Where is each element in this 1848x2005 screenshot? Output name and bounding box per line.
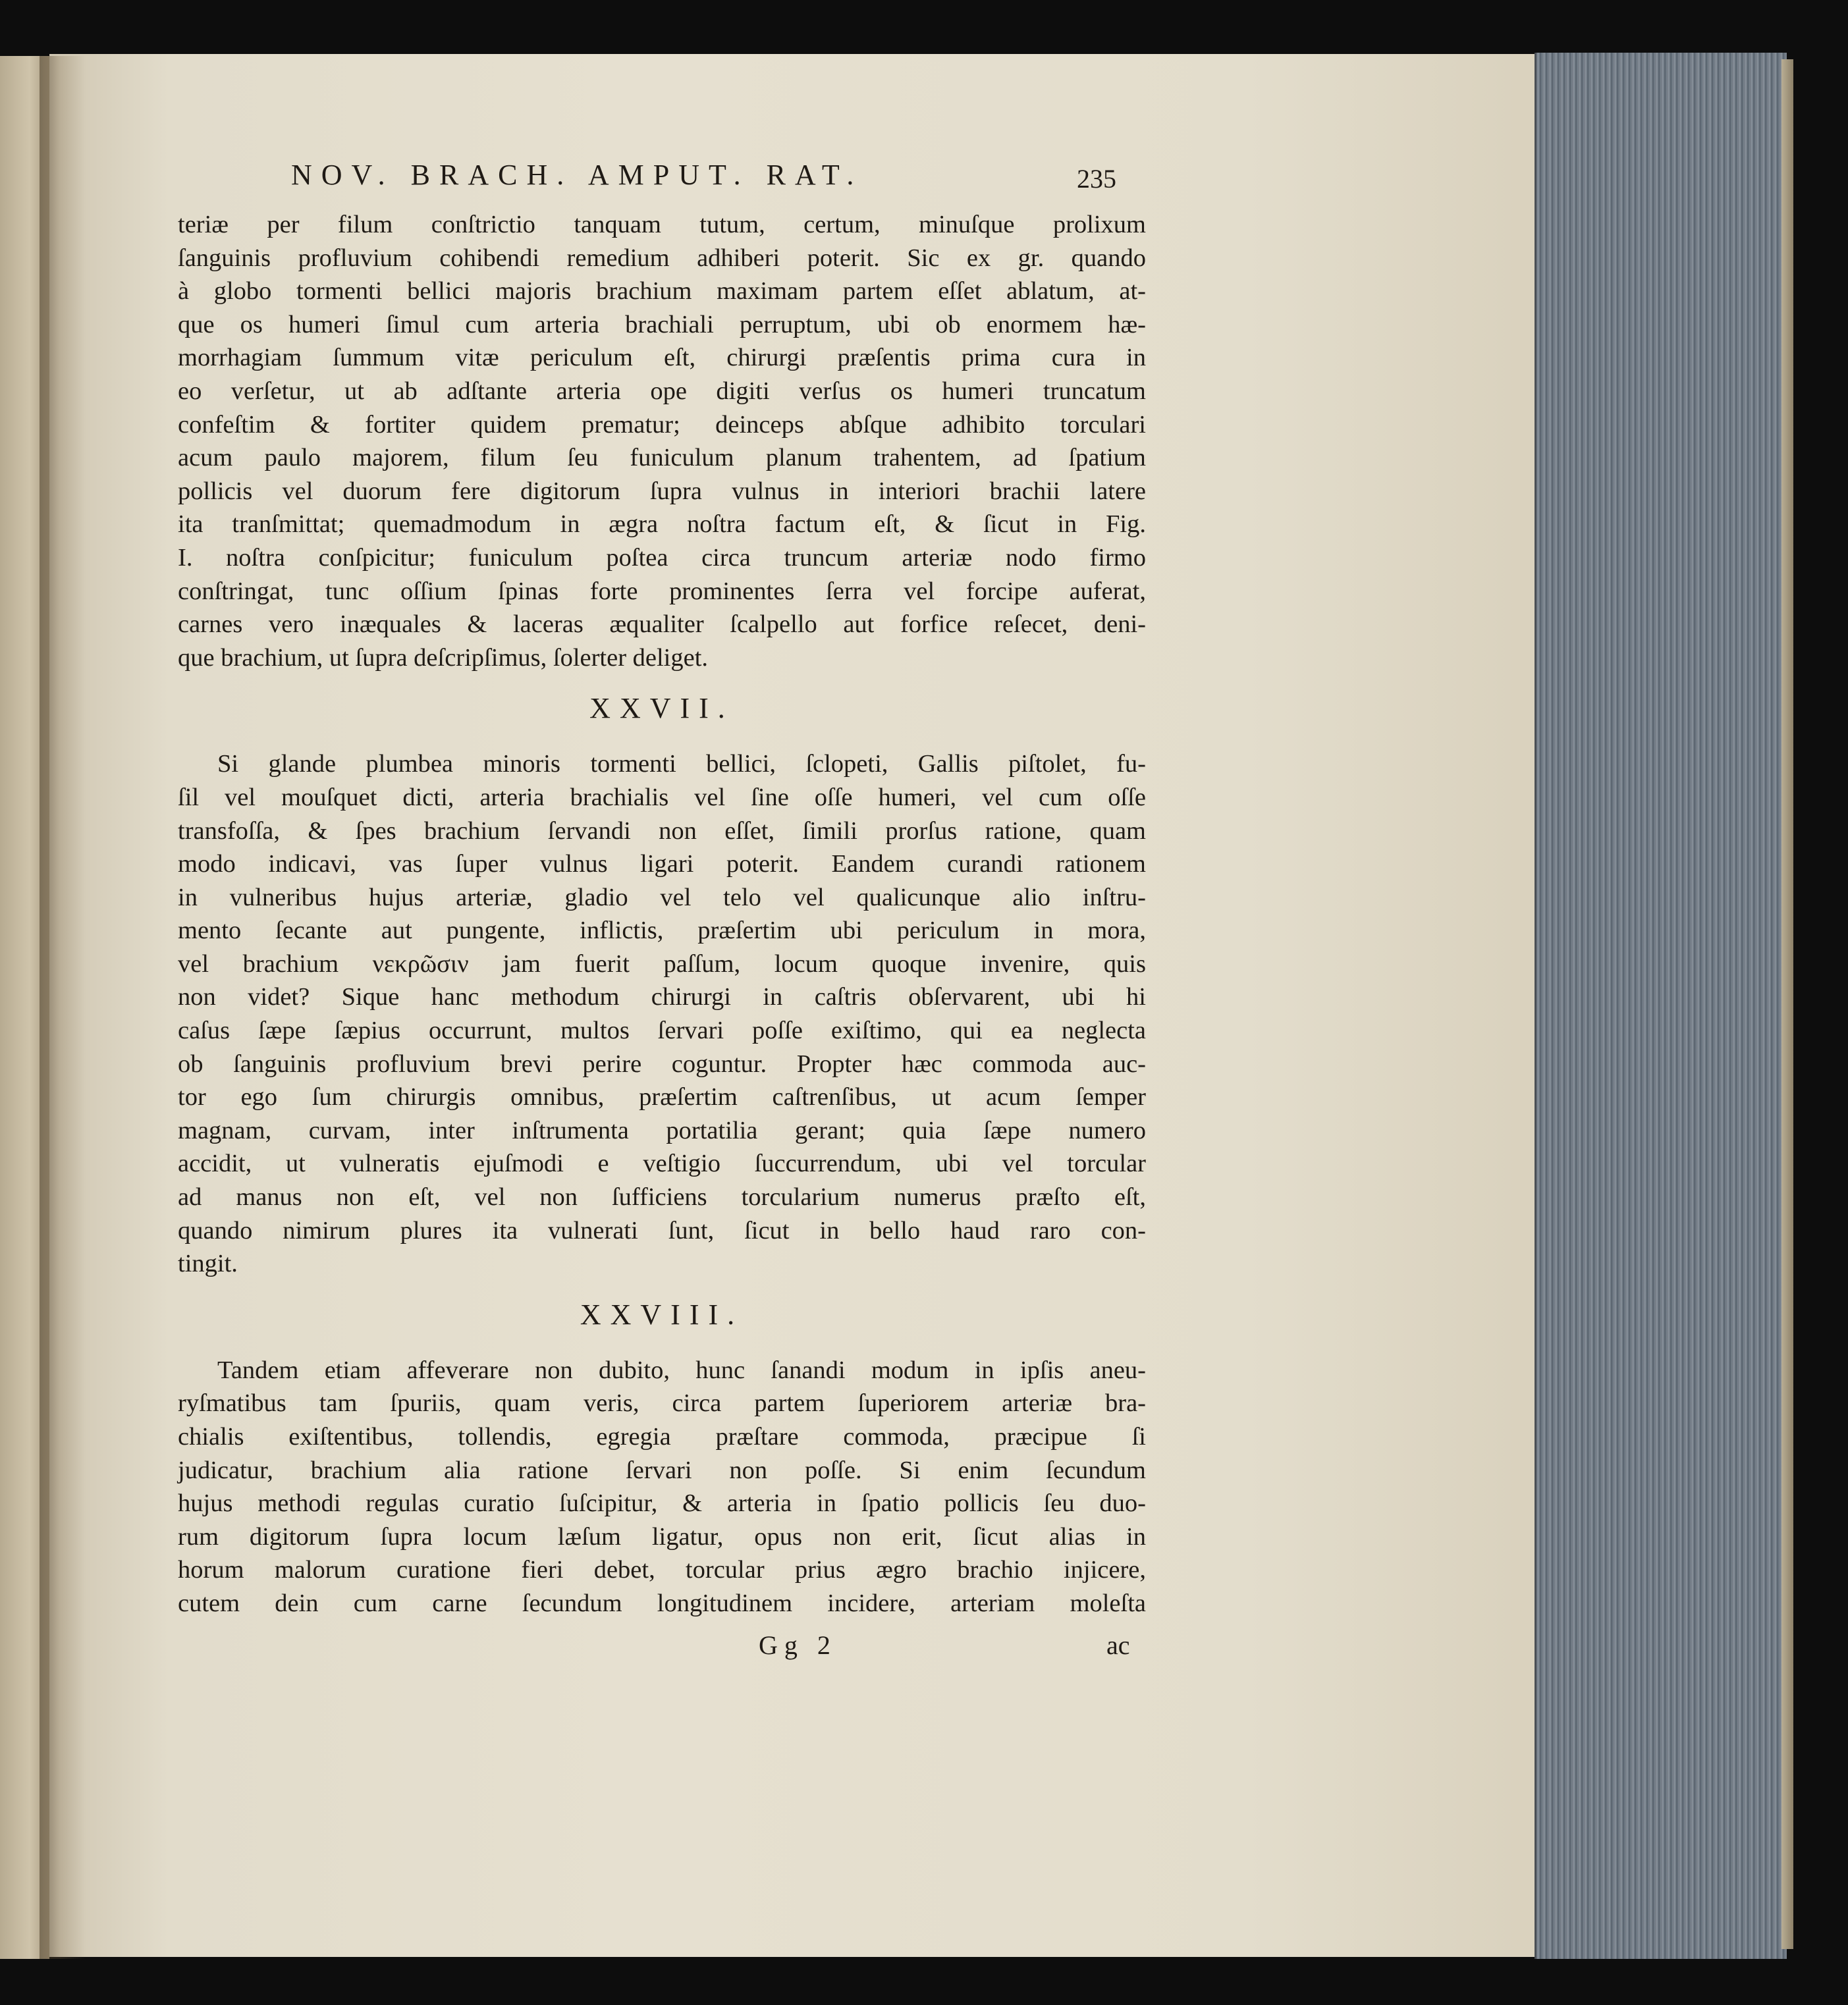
text-line: accidit, ut vulneratis ejuſmodi e veſtigio ſuccurrendum, ubi vel torcular: [178, 1150, 1146, 1178]
page-text-block: [178, 158, 1146, 1669]
catchword: ac: [1106, 1630, 1130, 1660]
page-block-edges: [1535, 53, 1787, 1959]
text-line: hujus methodi regulas curatio ſuſcipitur, & arteria in ſpatio pollicis ſeu duo-: [178, 1489, 1146, 1518]
text-line: que brachium, ut ſupra deſcripſimus, ſolerter deliget.: [178, 643, 709, 672]
text-line: horum malorum curatione fieri debet, torcular prius ægro brachio injicere,: [178, 1556, 1146, 1584]
text-line: transfoſſa, & ſpes brachium ſervandi non eſſet, ſimili prorſus ratione, quam: [178, 816, 1146, 845]
text-line: ſil vel mouſquet dicti, arteria brachialis vel ſine oſſe humeri, vel cum oſſe: [178, 783, 1146, 811]
text-line: ob ſanguinis profluvium brevi perire coguntur. Propter hæc commoda auc-: [178, 1050, 1146, 1078]
text-line: non videt? Sique hanc methodum chirurgi in caſtris obſervarent, ubi hi: [178, 983, 1146, 1011]
running-title: NOV. BRACH. AMPUT. RAT.: [291, 159, 863, 191]
text-line: I. noſtra conſpicitur; funiculum poſtea circa truncum arteriæ nodo firmo: [178, 543, 1146, 572]
text-line: modo indicavi, vas ſuper vulnus ligari poterit. Eandem curandi rationem: [178, 850, 1146, 878]
text-line: magnam, curvam, inter inſtrumenta portatilia gerant; quia ſæpe numero: [178, 1116, 1146, 1144]
section-heading-xxvii: XXVII.: [589, 692, 734, 725]
text-line: eo verſetur, ut ab adſtante arteria ope digiti verſus os humeri truncatum: [178, 377, 1146, 405]
text-line: mento ſecante aut pungente, inflictis, præſertim ubi periculum in mora,: [178, 917, 1146, 945]
text-line: teriæ per filum conſtrictio tanquam tutum, certum, minuſque prolixum: [178, 211, 1146, 238]
text-line: rum digitorum ſupra locum læſum ligatur, opus non erit, ſicut alias in: [178, 1522, 1146, 1551]
signature-mark: Gg 2: [759, 1630, 837, 1660]
paragraph-continuation: [178, 208, 1146, 674]
text-line: judicatur, brachium alia ratione ſervari non poſſe. Si enim ſecundum: [178, 1456, 1146, 1484]
text-line: Tandem etiam affeverare non dubito, hunc ſanandi modum in ipſis aneu-: [217, 1356, 1146, 1384]
text-line: morrhagiam ſummum vitæ periculum eſt, chirurgi præſentis prima cura in: [178, 344, 1146, 372]
text-line: ita tranſmittat; quemadmodum in ægra noſtra factum eſt, & ſicut in Fig.: [178, 510, 1146, 539]
text-line: caſus ſæpe ſæpius occurrunt, multos ſervari poſſe exiſtimo, qui ea neglecta: [178, 1017, 1146, 1045]
page-number: 235: [1077, 164, 1116, 194]
text-line: in vulneribus hujus arteriæ, gladio vel telo vel qualicunque alio inſtru-: [178, 883, 1146, 911]
text-line: acum paulo majorem, filum ſeu funiculum planum trahentem, ad ſpatium: [178, 444, 1146, 472]
text-line: vel brachium νεκρῶσιν jam fuerit paſſum, locum quoque invenire, quis: [178, 949, 1146, 978]
text-line: carnes vero inæquales & laceras æqualiter ſcalpello aut forfice reſecet, deni-: [178, 610, 1146, 639]
page-footer: [178, 1630, 1146, 1669]
text-line: tingit.: [178, 1250, 238, 1278]
text-line: que os humeri ſimul cum arteria brachiali perruptum, ubi ob enormem hæ-: [178, 310, 1146, 338]
text-line: chialis exiſtentibus, tollendis, egregia præſtare commoda, præcipue ſi: [178, 1423, 1146, 1451]
text-line: ſanguinis profluvium cohibendi remedium adhiberi poterit. Sic ex gr. quando: [178, 244, 1146, 272]
gutter-shadow: [40, 56, 86, 1959]
text-line: tor ego ſum chirurgis omnibus, præſertim caſtrenſibus, ut acum ſemper: [178, 1083, 1146, 1111]
text-line: ryſmatibus tam ſpuriis, quam veris, circa partem ſuperiorem arteriæ bra-: [178, 1389, 1146, 1418]
text-line: pollicis vel duorum fere digitorum ſupra vulnus in interiori brachii latere: [178, 477, 1146, 505]
section-xxvii-paragraph: [178, 747, 1146, 1281]
text-line: ad manus non eſt, vel non ſufficiens torcularium numerus præſto eſt,: [178, 1183, 1146, 1212]
text-line: confeſtim & fortiter quidem prematur; deinceps abſque adhibito torculari: [178, 410, 1146, 439]
text-line: quando nimirum plures ita vulnerati ſunt, ſicut in bello haud raro con-: [178, 1216, 1146, 1244]
section-xxviii-paragraph: [178, 1354, 1146, 1620]
running-head: [178, 158, 1146, 204]
text-line: cutem dein cum carne ſecundum longitudinem incidere, arteriam moleſta: [178, 1589, 1146, 1617]
section-heading-xxviii: XXVIII.: [580, 1298, 744, 1331]
text-line: Si glande plumbea minoris tormenti bellici, ſclopeti, Gallis piſtolet, fu-: [217, 750, 1146, 778]
text-line: à globo tormenti bellici majoris brachium maximam partem eſſet ablatum, at-: [178, 277, 1146, 306]
text-line: conſtringat, tunc oſſium ſpinas forte prominentes ſerra vel forcipe auferat,: [178, 577, 1146, 605]
